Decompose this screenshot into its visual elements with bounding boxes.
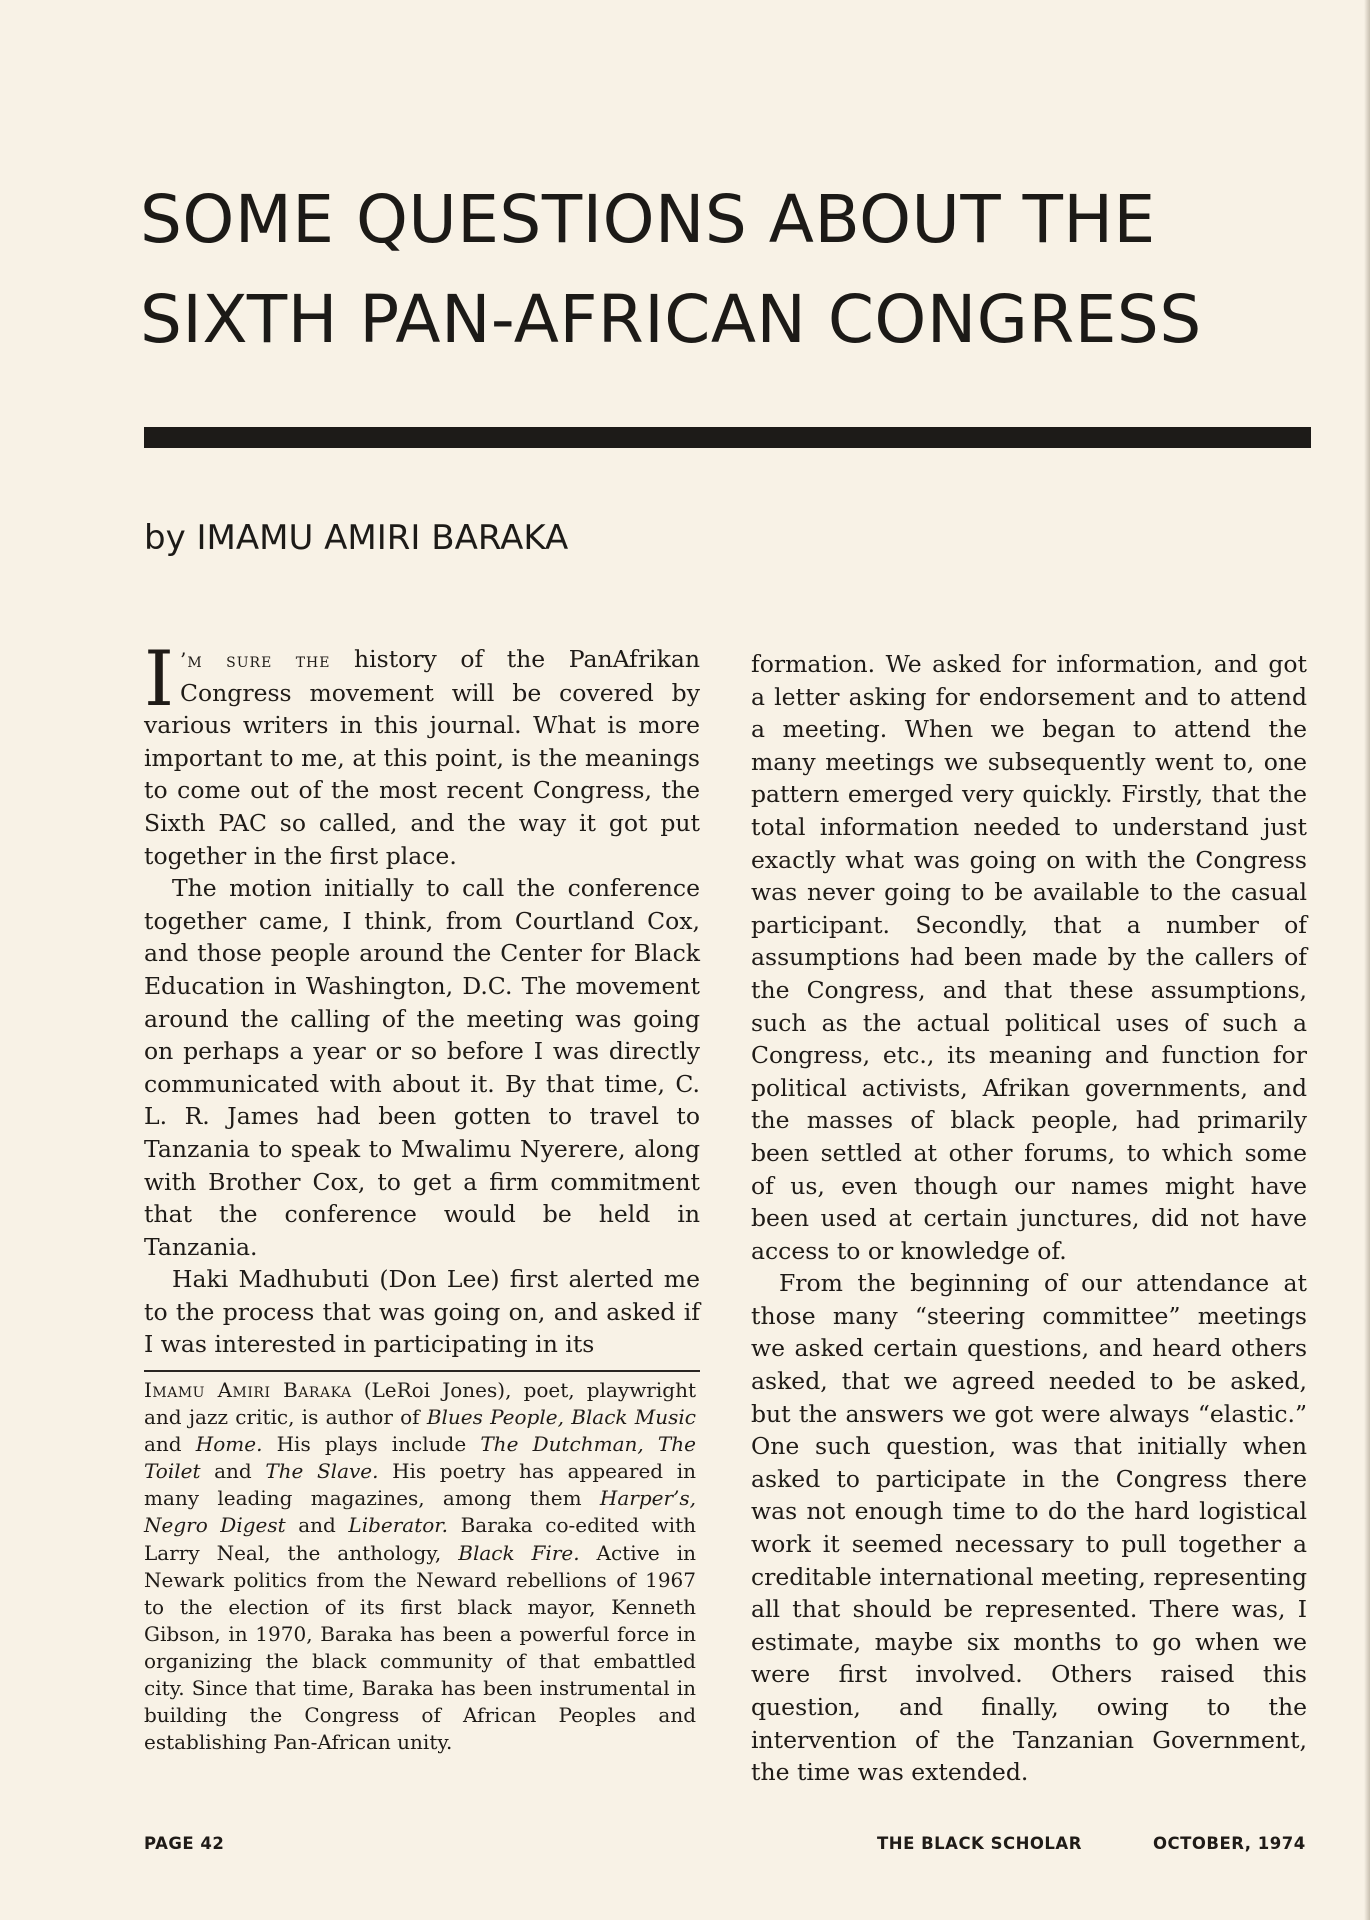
bio-text: Baraka co-edited with Larry Neal, the anthology, <box>144 1513 696 1565</box>
paragraph-1 <box>144 634 700 872</box>
title-line-2: SIXTH PAN-AFRICAN CONGRESS <box>140 281 1202 358</box>
bio-text: (LeRoi Jones), poet, playwright and jazz critic, is author of <box>144 1378 696 1430</box>
bio-play-titles: The Dutchman, The Toilet <box>144 1432 696 1484</box>
bio-magazine-title: Liberator. <box>348 1513 449 1538</box>
bio-text: His plays include <box>262 1432 481 1457</box>
paragraph-2: The motion initially to call the conference together came, I think, from Courtland Cox, and those people around the Center for Black Education in Washington, D.C. The movement around the calling of the meeting was going on perhaps a year or so before I was directly communicated with about it. By that time, C. L. R. James had been gotten to travel to Tanzania to speak to Mwalimu Nyerere, along with Brother Cox, to get a firm commitment that the conference would be held in Tanzania. <box>144 874 700 1261</box>
title-rule <box>144 427 1311 448</box>
page-edge-shadow <box>1364 0 1370 1920</box>
right-column <box>751 648 1307 1789</box>
bio-author-name: Imamu Amiri Baraka <box>144 1378 352 1402</box>
issue-date: OCTOBER, 1974 <box>1153 1834 1306 1853</box>
bio-book-title: Blues People, <box>426 1405 564 1430</box>
article-title <box>140 170 1290 370</box>
author-bio <box>144 1377 696 1756</box>
bio-text: and <box>200 1459 266 1484</box>
bio-magazine-titles: Harper’s, Negro Digest <box>144 1486 696 1538</box>
paragraph-3: Haki Madhubuti (Don Lee) first alerted me to the process that was going on, and asked if I was interested in participating in its <box>144 1265 700 1359</box>
bio-text: Active in Newark politics from the Neward rebellions of 1967 to the election of its first black mayor, Kenneth Gibson, in 1970, Baraka has been a powerful force in organizing the black community of that embattled city. Since that time, Baraka has been instrumental in building the Congress of African Peoples and establishing Pan-African unity. <box>144 1540 696 1755</box>
title-line-1: SOME QUESTIONS ABOUT THE <box>140 181 1156 258</box>
bio-text: and <box>285 1513 349 1538</box>
bio-anthology-title: Black Fire. <box>458 1540 580 1565</box>
footnote-rule <box>144 1370 700 1372</box>
bio-book-title: Black Music <box>571 1405 696 1430</box>
drop-cap: I <box>144 634 175 723</box>
byline: by IMAMU AMIRI BARAKA <box>144 518 569 558</box>
paragraph-1-text: history of the PanAfrikan Congress movement will be covered by various writers in this journal. What is more important to me, at this point, is the meanings to come out of the most recent Congress, the Sixth PAC so called, and the way it got put together in the first place. <box>144 645 700 870</box>
bio-book-title: Home. <box>195 1432 263 1457</box>
journal-name: THE BLACK SCHOLAR <box>877 1834 1082 1853</box>
paragraph-5: From the beginning of our attendance at those many “steering committee” meetings we asked certain questions, and heard others asked, that we agreed needed to be asked, but the answers we got were always “elastic.” One such question, was that initially when asked to participate in the Congress there was not enough time to do the hard logistical work it seemed necessary to pull together a creditable international meeting, representing all that should be represented. There was, I estimate, maybe six months to go when we were first involved. Others raised this question, and finally, owing to the intervention of the Tanzanian Government, the time was extended. <box>751 1269 1307 1787</box>
page-number: PAGE 42 <box>144 1834 225 1853</box>
bio-play-title: The Slave. <box>265 1459 379 1484</box>
bio-text: and <box>144 1432 196 1457</box>
left-column <box>144 634 700 1361</box>
bio-text: His poetry has appeared in many leading magazines, among them <box>144 1459 696 1511</box>
opening-smallcaps: ’m sure the <box>180 648 331 672</box>
paragraph-4: formation. We asked for information, and got a letter asking for endorsement and to attend a meeting. When we began to attend the many meetings we subsequently went to, one pattern emerged very quickly. Firstly, that the total information needed to understand just exactly what was going on with the Congress was never going to be available to the casual participant. Secondly, that a number of assumptions had been made by the callers of the Congress, and that these assumptions, such as the actual political uses of such a Congress, etc., its meaning and function for political activists, Afrikan governments, and the masses of black people, had primarily been settled at other forums, to which some of us, even though our names might have been used at certain junctures, did not have access to or knowledge of. <box>751 650 1307 1265</box>
